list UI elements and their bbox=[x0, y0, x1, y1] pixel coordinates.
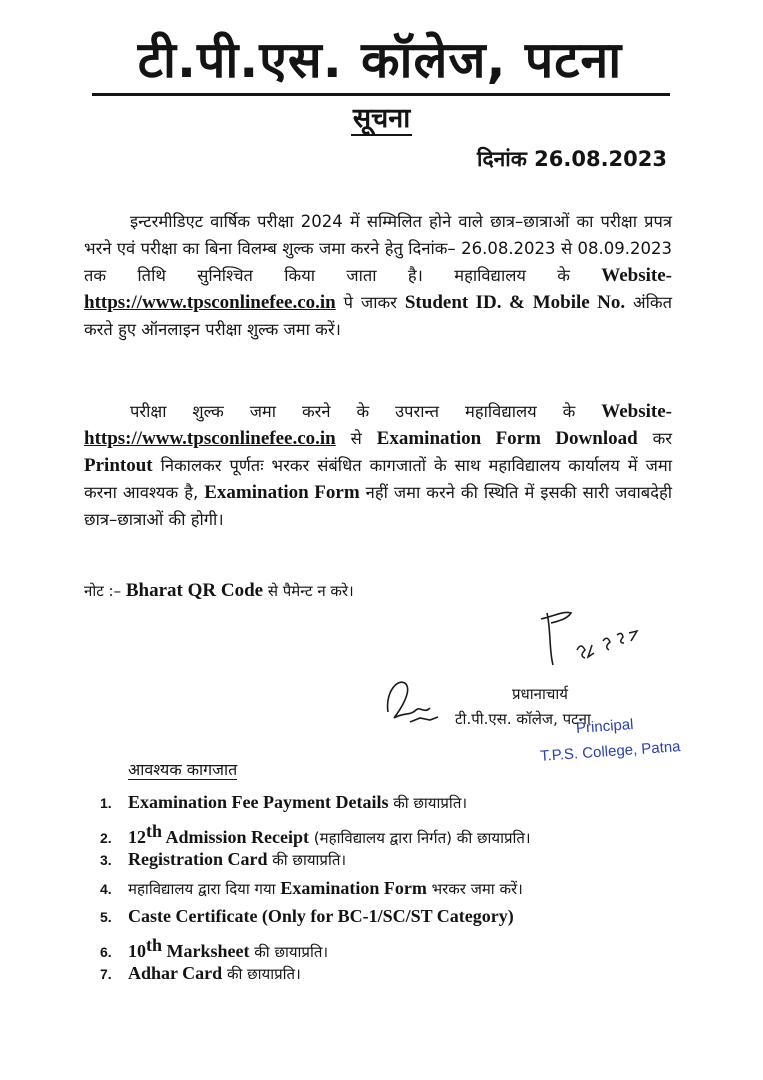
list-item: 6. 10th Marksheet की छायाप्रति। bbox=[100, 934, 329, 961]
payment-note bbox=[84, 578, 354, 604]
note-bharat-qr: Bharat QR Code bbox=[125, 580, 264, 601]
title-underline bbox=[92, 93, 670, 96]
stamp-principal: Principal bbox=[575, 716, 635, 737]
p2-text-5: नहीं जमा करने की स्थिति में इसकी सारी जवाबदेही छात्र–छात्राओं की होगी। bbox=[84, 483, 672, 529]
documents-heading-text: आवश्यक कागजात bbox=[128, 760, 238, 779]
notice-title bbox=[0, 100, 763, 138]
p1-student-id: Student ID. & bbox=[404, 292, 525, 313]
p2-text-4: निकालकर पूर्णतः भरकर संबंधित कागजातों के साथ महाविद्यालय कार्यालय में जमा करना आवश्यक है, bbox=[84, 456, 672, 502]
list-item: 1. Examination Fee Payment Details की छायाप्रति। bbox=[100, 792, 468, 812]
list-item: 5. Caste Certificate (Only for BC-1/SC/ST Category) bbox=[100, 906, 514, 926]
list-item: 7. Adhar Card की छायाप्रति। bbox=[100, 963, 301, 983]
p1-text-3: अंकित करते हुए ऑनलाइन परीक्षा शुल्क जमा करें। bbox=[84, 293, 673, 339]
p2-website-link[interactable]: https://www.tpsconlinefee.co.in bbox=[84, 428, 336, 449]
p1-website-link[interactable]: https://www.tpsconlinefee.co.in bbox=[84, 292, 336, 313]
p2-text-1: परीक्षा शुल्क जमा करने के उपरान्त महाविद्यालय के bbox=[130, 402, 602, 421]
principal-title: प्रधानाचार्य bbox=[512, 685, 568, 703]
p1-website-label: Website- bbox=[601, 265, 672, 286]
documents-heading bbox=[128, 757, 237, 783]
p2-website-label: Website- bbox=[601, 401, 672, 422]
notice-title-text: सूचना bbox=[352, 103, 411, 134]
stamp-college: T.P.S. College, Patna bbox=[539, 738, 682, 765]
list-item: 3. Registration Card की छायाप्रति। bbox=[100, 849, 347, 869]
college-name: टी.पी.एस. कॉलेज, पटना bbox=[137, 31, 623, 89]
paragraph-1 bbox=[84, 208, 672, 343]
p2-printout: Printout bbox=[84, 455, 153, 476]
principal-signature-icon bbox=[380, 672, 450, 732]
p1-mobile-no: Mobile No. bbox=[532, 292, 626, 313]
p1-text-2: पे जाकर bbox=[335, 293, 405, 312]
list-item: 2. 12th Admission Receipt (महाविद्यालय द्वारा निर्गत) की छायाप्रति। bbox=[100, 820, 531, 847]
p2-text-3: कर bbox=[637, 429, 672, 448]
note-suffix: से पैमेन्ट न करे। bbox=[263, 582, 354, 600]
p2-exam-form: Examination Form bbox=[204, 482, 360, 503]
handwritten-signature-icon bbox=[537, 605, 667, 675]
paragraph-2 bbox=[84, 398, 672, 533]
documents-list bbox=[100, 788, 700, 988]
list-item: 4. महाविद्यालय द्वारा दिया गया Examination Form भरकर जमा करें। bbox=[100, 877, 523, 898]
note-prefix: नोट :– bbox=[84, 582, 126, 600]
p2-exam-form-download: Examination Form Download bbox=[376, 428, 638, 449]
notice-date: दिनांक 26.08.2023 bbox=[477, 147, 667, 171]
p1-text-1: इन्टरमीडिएट वार्षिक परीक्षा 2024 में सम्मिलित होने वाले छात्र–छात्राओं का परीक्षा प्रपत्र भरने एवं परीक्षा का बिना विलम्ब शुल्क जमा करने हेतु दिनांक– 26.08.2023 से 08.09.2023 तक तिथि सुनिश्चित किया जाता है। महाविद्यालय के bbox=[84, 212, 672, 285]
principal-college: टी.पी.एस. कॉलेज, पटना bbox=[455, 710, 591, 728]
p2-text-2: से bbox=[335, 429, 377, 448]
